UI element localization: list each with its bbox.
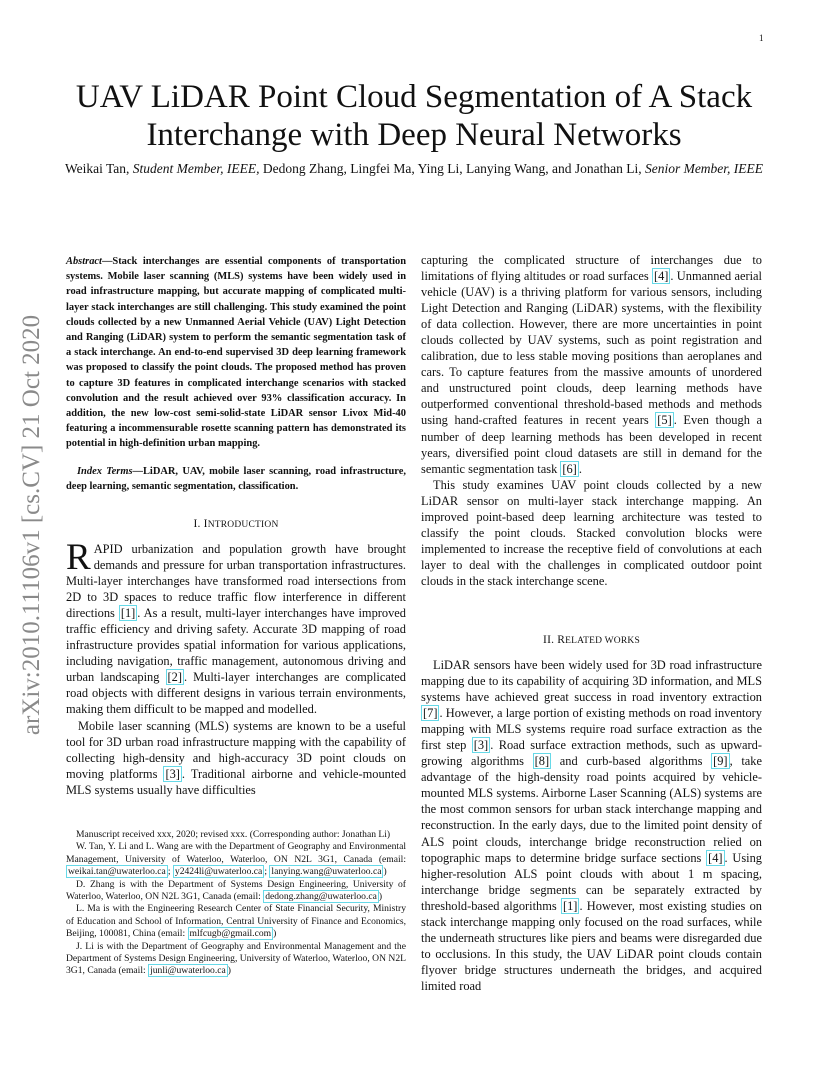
section-first-letter: R	[557, 634, 566, 646]
citation-link[interactable]: [2]	[167, 670, 182, 685]
footnote	[66, 941, 406, 978]
footnotes	[66, 829, 406, 978]
paragraph	[421, 252, 762, 477]
section-first-letter: I	[203, 518, 208, 530]
text-run: . However, a large portion of existing methods on road inventory mapping with MLS systems require road surface extraction as the first step	[421, 706, 762, 753]
text-run: D. Zhang is with the Department of Systems Design Engineering, University of Waterloo, Waterloo, ON N2L 3G1, Canada (email:	[66, 878, 406, 903]
section-number: II.	[543, 634, 558, 646]
related-works-body	[421, 657, 762, 994]
text-run: Mobile laser scanning (MLS) systems are known to be a useful tool for 3D urban road infrastructure mapping with the capability of collecting high-density and high-accuracy 3D point clouds on moving platforms	[66, 718, 406, 781]
text-run: L. Ma is with the Engineering Research Center of State Financial Security, Ministry of Education and School of Information, Central University of Finance and Economics, Beijing, 100081, China (email:	[66, 903, 406, 940]
section-number: I.	[193, 518, 204, 530]
citation-link[interactable]: [6]	[562, 461, 577, 476]
index-terms-text: —LiDAR, UAV, mobile laser scanning, road infrastructure, deep learning, semantic segmentation, classification.	[66, 466, 406, 493]
section-rest: ELATED WORKS	[565, 636, 640, 646]
drop-cap: R	[66, 537, 91, 578]
citation-link[interactable]: [4]	[653, 269, 669, 284]
email-link[interactable]: weikai.tan@uwaterloo.ca	[68, 866, 166, 878]
footnote: Manuscript received xxx, 2020; revised xxx. (Corresponding author: Jonathan Li)	[76, 829, 391, 840]
author-first-role: Student Member, IEEE,	[132, 161, 260, 176]
citation-link[interactable]: [8]	[534, 754, 550, 769]
arxiv-stamp-box	[6, 290, 58, 760]
section-heading-related-works	[421, 634, 762, 646]
section-heading-introduction	[66, 518, 406, 530]
text-run: ;	[264, 866, 270, 878]
index-terms	[66, 464, 406, 494]
introduction-body	[66, 537, 407, 798]
author-others: Dedong Zhang, Lingfei Ma, Ying Li, Lanying Wang, and Jonathan Li,	[259, 161, 645, 176]
email-link[interactable]: lanying.wang@uwaterloo.ca	[271, 866, 382, 878]
text-run: J. Li is with the Department of Geography and Environmental Management and the Department of Systems Design Engineering, University of Waterloo, Waterloo, ON N2L 3G1, Canada (email:	[66, 940, 406, 977]
text-run: ;	[167, 866, 173, 878]
email-link[interactable]: dedong.zhang@uwaterloo.ca	[265, 891, 377, 903]
citation-link[interactable]: [4]	[708, 850, 723, 865]
abstract	[66, 254, 406, 452]
text-run: . However, most existing studies on stack interchange mapping only focused on the road surfaces, while the underneath structures like piers and beams were disregarded due to occlusions. In this study, the UAV LiDAR point clouds contain flyover bridge structures underneath the bridges, and acquired limited road	[421, 898, 762, 993]
email-link[interactable]: y2424li@uwaterloo.ca	[174, 866, 263, 878]
author-last-role: Senior Member, IEEE	[644, 161, 764, 176]
text-run: )	[227, 965, 231, 977]
footnote	[66, 903, 406, 940]
citation-link[interactable]: [7]	[423, 706, 438, 721]
footnote	[66, 841, 406, 878]
right-column-body-top	[421, 252, 762, 589]
abstract-text: —Stack interchanges are essential components of transportation systems. Mobile laser scanning (MLS) systems have been widely used in road infrastructure mapping, but accurate mapping of complicated multi-layer stack interchanges are still challenging. This study examined the point clouds collected by a new Unmanned Aerial Vehicle (UAV) Light Detection and Ranging (LiDAR) system to perform the semantic segmentation task of a stack interchange. An end-to-end supervised 3D deep learning framework was proposed to classify the point clouds. The proposed method has proven to capture 3D features in complicated interchange scenarios with stacked convolution and the result achieved over 93% classification accuracy. In addition, the new low-cost semi-solid-state LiDAR sensor Livox Mid-40 featuring a incommensurable rosette scanning pattern has demonstrated its potential in high-definition urban mapping.	[66, 256, 406, 450]
citation-link[interactable]: [9]	[713, 754, 728, 769]
text-run: . Even though a number of deep learning methods has been developed in recent years, diversified point cloud datasets are still in demand for the semantic segmentation task	[421, 413, 762, 476]
text-run: and curb-based algorithms	[551, 754, 712, 769]
section-rest: NTRODUCTION	[207, 520, 279, 530]
text-run: )	[378, 891, 383, 903]
abstract-label: Abstract	[66, 256, 102, 267]
author-list	[58, 159, 770, 178]
text-run: . Multi-layer interchanges are complicated road objects with different designs in various terrain environments, making them difficult to be mapped and modelled.	[66, 670, 406, 717]
citation-link[interactable]: [1]	[120, 606, 136, 621]
text-run: , take advantage of the high-density road points acquired by vehicle-mounted MLS systems. Airborne Laser Scanning (ALS) systems are the most common sensors for urban stack interchange mapping and reconstruction. In the early days, due to the limited point density of ALS point clouds, interchange bridge reconstruction relied on topographic maps to determine bridge surface sections	[421, 754, 762, 865]
author-first: Weikai Tan,	[64, 161, 133, 176]
paper-title: UAV LiDAR Point Cloud Segmentation of A Stack Interchange with Deep Neural Networks	[75, 79, 753, 153]
text-run: . Traditional airborne and vehicle-mounted MLS systems usually have difficulties	[66, 766, 407, 797]
paragraph	[421, 657, 762, 994]
intro-paragraph-2	[66, 718, 406, 798]
text-run: APID urbanization and population growth have brought demands and pressure for urban transportation infrastructures. Multi-layer interchanges have transformed road intersections from 2D to 3D spaces to reduce traffic flow interference in different directions	[66, 542, 406, 621]
email-link[interactable]: junli@uwaterloo.ca	[150, 965, 226, 977]
footnote	[66, 879, 406, 904]
text-run: LiDAR sensors have been widely used for 3D road infrastructure mapping due to its capability of acquiring 3D information, and MLS systems have achieved great success in road inventory extraction	[421, 658, 762, 705]
paragraph: This study examines UAV point clouds collected by a new LiDAR sensor on multi-layer stack interchange mapping. An improved point-based deep learning architecture was tested to classify the point clouds. Stacked convolution blocks were implemented to increase the receptive field of convolutions at each layer to deal with the challenges in complicated outdoor point clouds in the stack interchange scene.	[421, 477, 762, 588]
email-link[interactable]: mlfcugb@gmail.com	[189, 928, 272, 940]
citation-link[interactable]: [3]	[165, 766, 180, 781]
text-run: )	[273, 928, 277, 940]
citation-link[interactable]: [3]	[473, 738, 489, 753]
text-run: . Using higher-resolution ALS point clouds with about 1 m spacing, interchange bridge segments can be separately extracted by threshold-based algorithms	[421, 850, 762, 913]
intro-paragraph-1	[66, 537, 406, 718]
index-terms-label: Index Terms	[77, 466, 133, 477]
text-run: W. Tan, Y. Li and L. Wang are with the Department of Geography and Environmental Management, University of Waterloo, Waterloo, ON N2L 3G1, Canada (email:	[66, 841, 406, 865]
text-run: )	[383, 866, 387, 878]
page-number: 1	[759, 33, 764, 43]
citation-link[interactable]: [1]	[562, 898, 578, 913]
text-run: . Unmanned aerial vehicle (UAV) is a thriving platform for various sensors, including Light Detection and Ranging (LiDAR) systems, with the flexibility of data collection. However, there are more uncertainties in point clouds collected by UAV systems, such as point registration and calibration, due to less stable moving positions than aeroplanes and cars. To capture features from the massive amounts of unordered and unstructured point clouds, deep learning methods have outperformed conventional threshold-based methods and methods using hand-crafted features in recent years	[421, 269, 762, 428]
text-run: .	[578, 461, 582, 476]
text-run: . As a result, multi-layer interchanges have improved traffic efficiency and driving safety. Accurate 3D mapping of road infrastructure provides spatial information for various applications, including navigation, traffic management, autonomous driving and urban landscaping	[66, 606, 406, 685]
citation-link[interactable]: [5]	[657, 413, 672, 428]
text-run: . Road surface extraction methods, such as upward-growing algorithms	[421, 738, 762, 769]
text-run: capturing the complicated structure of interchanges due to limitations of flying altitudes or road surfaces	[421, 253, 762, 284]
arxiv-stamp: arXiv:2010.11106v1 [cs.CV] 21 Oct 2020	[18, 314, 45, 736]
